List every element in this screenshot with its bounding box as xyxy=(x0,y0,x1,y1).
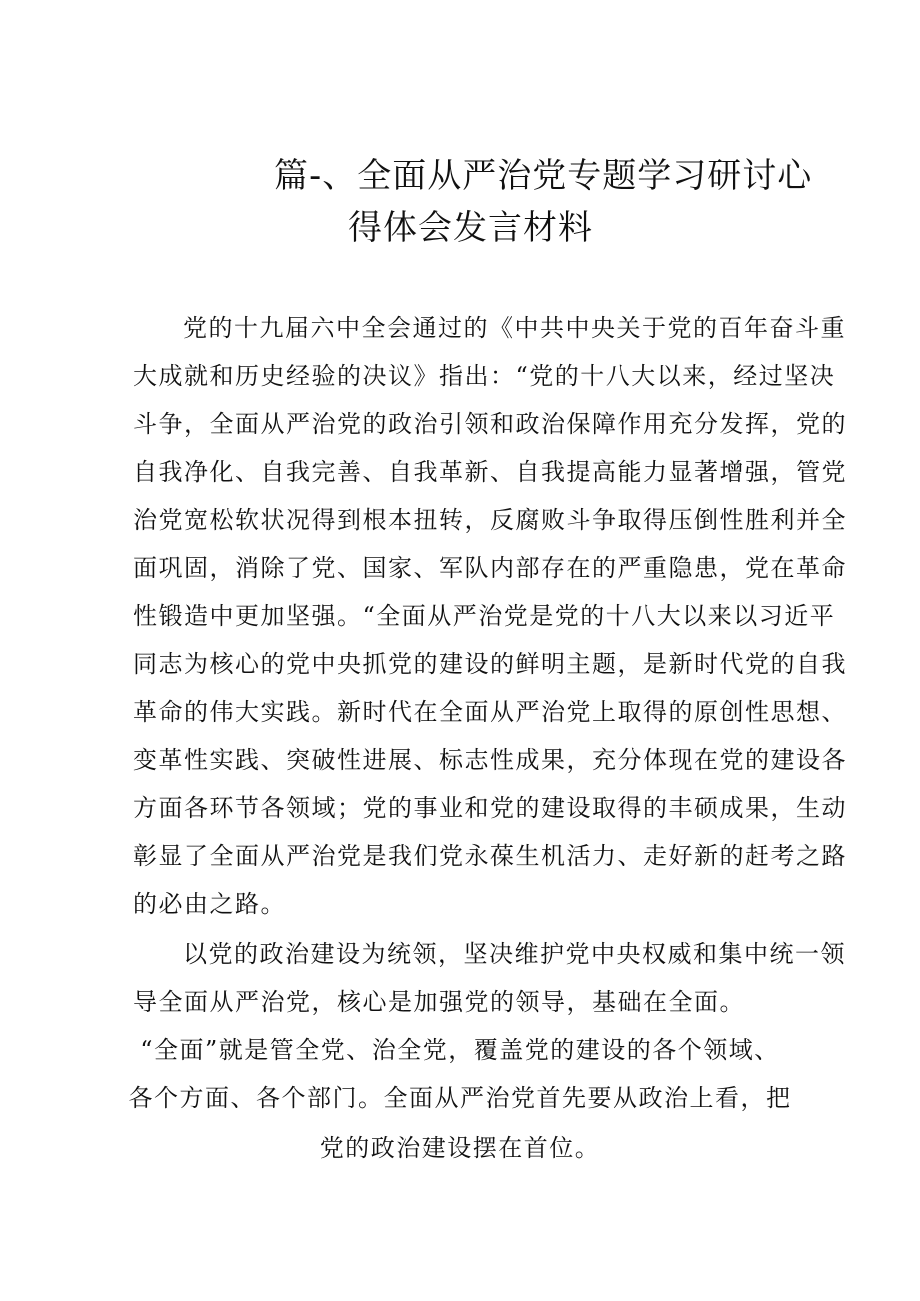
document-title-line-2: 得体会发言材料 xyxy=(348,208,593,248)
paragraph-1-line: 同志为核心的党中央抓党的建设的鲜明主题，是新时代党的自我 xyxy=(133,650,847,678)
paragraph-1-line: 面巩固，消除了党、国家、军队内部存在的严重隐患，党在革命 xyxy=(133,554,847,582)
paragraph-1-line: 自我净化、自我完善、自我革新、自我提高能力显著增强，管党 xyxy=(133,458,847,486)
paragraph-1-line: 大成就和历史经验的决议》指出：“党的十八大以来，经过坚决 xyxy=(133,362,836,390)
paragraph-1-line: 方面各环节各领域；党的事业和党的建设取得的丰硕成果，生动 xyxy=(133,794,847,822)
paragraph-1-line: 变革性实践、突破性进展、标志性成果，充分体现在党的建设各 xyxy=(133,746,847,774)
paragraph-3-line: 各个方面、各个部门。全面从严治党首先要从政治上看，把 xyxy=(128,1084,792,1112)
document-title-line-1: 篇-、全面从严治党专题学习研讨心 xyxy=(274,156,813,196)
paragraph-3-line: “全面”就是管全党、治全党，覆盖党的建设的各个领域、 xyxy=(140,1036,780,1064)
paragraph-2-line: 导全面从严治党，核心是加强党的领导，基础在全面。 xyxy=(133,988,745,1016)
paragraph-3-line: 党的政治建设摆在首位。 xyxy=(319,1134,601,1162)
paragraph-1-line: 斗争，全面从严治党的政治引领和政治保障作用充分发挥，党的 xyxy=(133,410,847,438)
paragraph-1-line: 革命的伟大实践。新时代在全面从严治党上取得的原创性思想、 xyxy=(133,698,847,726)
paragraph-1-line: 治党宽松软状况得到根本扭转，反腐败斗争取得压倒性胜利并全 xyxy=(133,506,847,534)
paragraph-1-line: 党的十九届六中全会通过的《中共中央关于党的百年奋斗重 xyxy=(183,314,846,342)
paragraph-1-line: 彰显了全面从严治党是我们党永葆生机活力、走好新的赶考之路 xyxy=(133,842,847,870)
paragraph-2-line: 以党的政治建设为统领，坚决维护党中央权威和集中统一领 xyxy=(183,940,846,968)
paragraph-1-line: 的必由之路。 xyxy=(133,890,286,918)
paragraph-1-line: 性锻造中更加坚强。“全面从严治党是党的十八大以来以习近平 xyxy=(133,602,836,630)
